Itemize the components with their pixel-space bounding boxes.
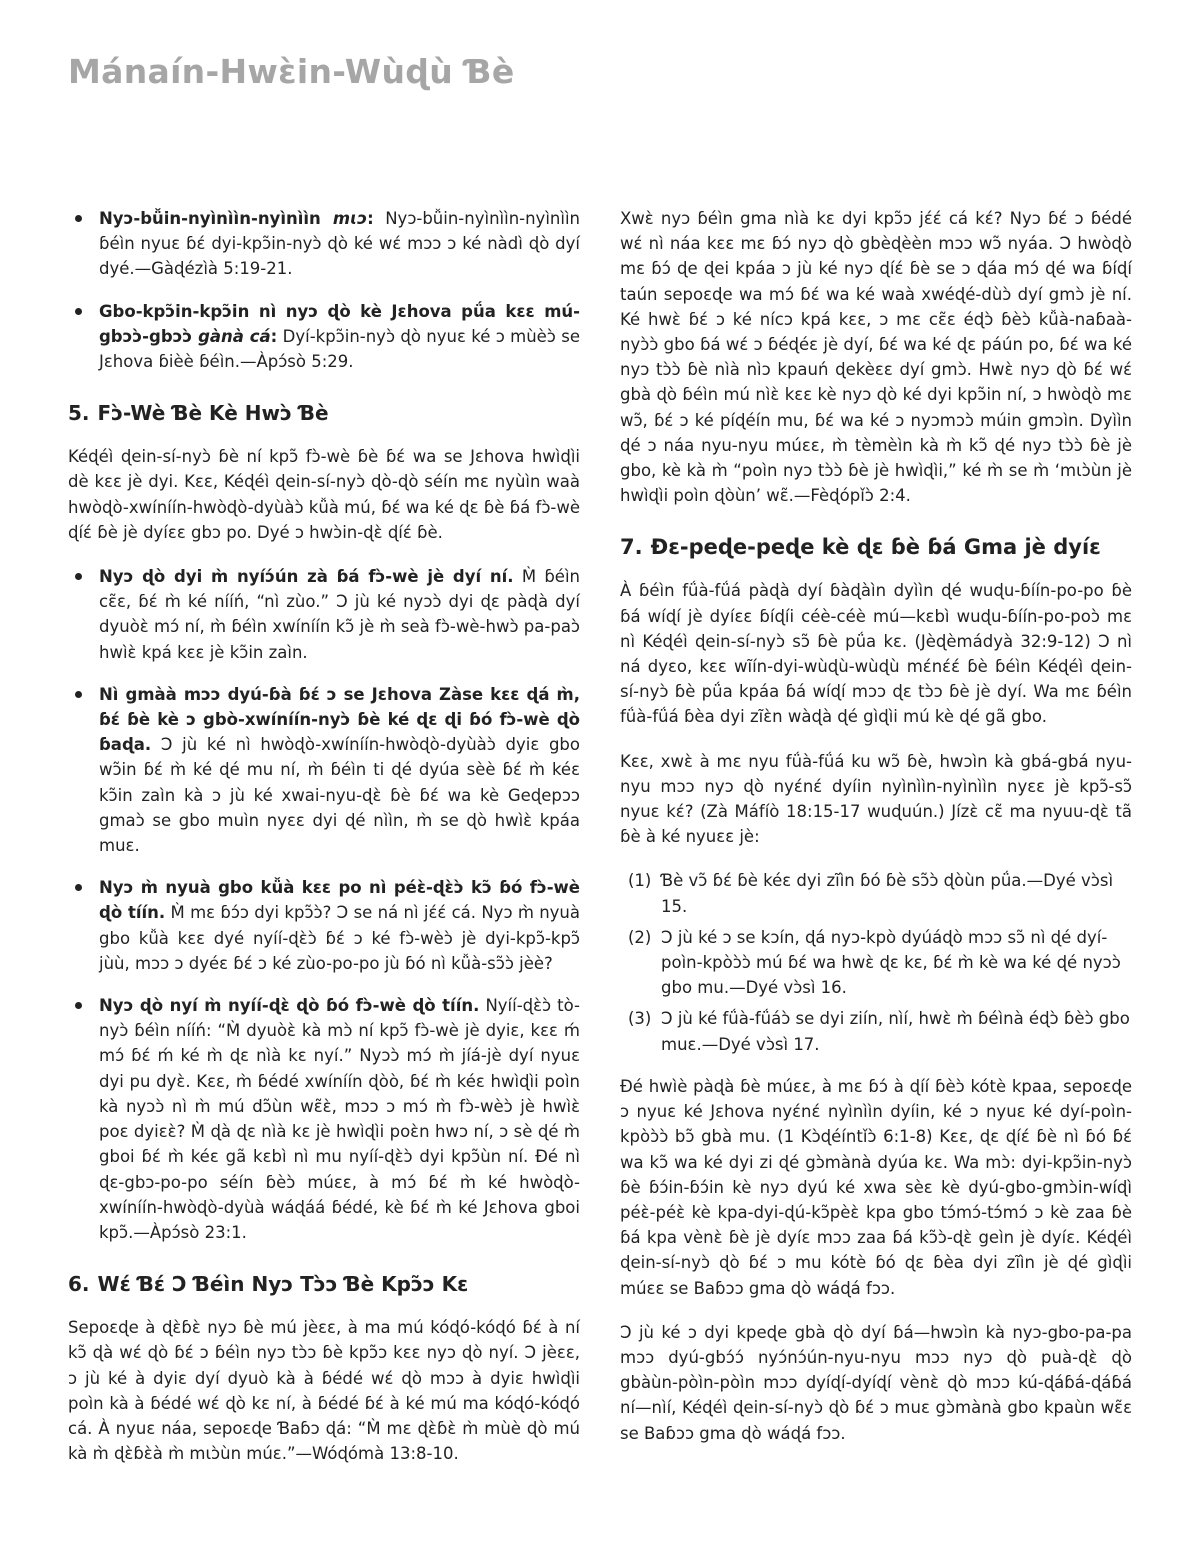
step-item: (2) Ɔ jù ké ɔ se kɔín, ɖá nyɔ-kpò dyúáɖò mɔɔ sɔ̃ nì ɖé dyí-poìn-kpòɔ̀ɔ̀ mú ɓɛ́ wa hwɛ̀ ɖɛ kɛ, ɓɛ́ m̀ kè wa ké ɖé nyɔɔ̀ gbo mu.—Dyé vɔ̀sì 16. bbox=[628, 927, 1121, 998]
left-column bbox=[68, 206, 580, 1485]
bullet-item: Nì gmàà mɔɔ dyú-ɓà ɓɛ́ ɔ se Jɛhova Zàse kɛɛ ɖá m̀, ɓɛ́ ɓè kè ɔ gbò-xwíníín-nyɔ̀ ɓè ké ɖɛ ɖi ɓó fɔ̀-wè ɖò ɓaɖa. Ɔ jù ké nì hwòɖò-xwíníín-hwòɖò-dyùàɔ̀ dyiɛ gbo wɔ̃in ɓɛ́ m̀ ké ɖé mu ní, m̀ ɓéìn ti ɖé dyúa sèè ɓɛ́ m̀ kéɛ kɔ̃in zaìn kà ɔ jù ké xwai-nyu-ɖɛ̀ ɓè ɓɛ́ wa kè Geɖepɔɔ gmaɔ̀ se gbo muìn nyɛɛ dyi ɖé nììn, m̀ se ɖò hwìɛ̀ kpáa muɛ. bbox=[68, 682, 580, 858]
section-7-paragraph-2: Kɛɛ, xwɛ̀ à mɛ nyu fǘà-fǘá ku wɔ̃ ɓè, hwɔìn kà gbá-gbá nyu-nyu mɔɔ nyɔ ɖò nyɛ́nɛ́ dyíin nyìnììn-nyìnììn nyɛɛ jè kpɔ̃-sɔ̃ nyuɛ kɛ́? (Zà Máfíò 18:15-17 wuɖuún.) Jízɛ̀ cɛ̃ ma nyuu-ɖɛ̀ tã ɓè à ké nyuɛɛ jè: bbox=[620, 751, 1132, 847]
section-7-heading: 7. Ɖɛ-peɖe-peɖe kè ɖɛ ɓè ɓá Gma jè dyíɛ bbox=[620, 535, 1101, 560]
running-title: Mánaín-Hwɛ̀in-Wùɖù Ɓè bbox=[68, 52, 515, 91]
section-6-paragraph: Sepoɛɖe à ɖɛ̀ɓɛ̀ nyɔ ɓè mú jèɛɛ, à ma mú kóɖó-kóɖó ɓɛ́ à ní kɔ̃ ɖà wɛ́ ɖò ɓɛ́ ɔ ɓéìn nyɔ tɔ̀ɔ ɓè kpɔ̃ɔ kɛɛ nyɔ ɖò nyí. Ɔ jèɛɛ, ɔ jù ké à dyiɛ dyí dyuò kà à ɓédé wɛ́ ɖò mɔɔ à dyiɛ hwìɖìi poìn kà à ɓédé wɛ́ ɖò kɛ ní, à ɓédé ɓɛ́ à ké mú ma kóɖó-kóɖó cá. À nyuɛ náa, sepoɛɖe Ɓaɓɔ ɖá: “M̀ mɛ ɖɛ̀ɓɛ̀ m̀ mùè ɖò mú kà m̀ ɖɛ̀ɓɛ̀à m̀ mɩɔ̀ùn múɛ.”—Wóɖómà 13:8-10. bbox=[68, 1318, 580, 1464]
steps-list bbox=[620, 868, 1132, 1056]
bullet-item: Nyɔ ɖò dyi m̀ nyíɔ́ún zà ɓá fɔ̀-wè jè dyí ní. M̀ ɓéìn cɛ̃ɛ, ɓɛ́ m̀ ké nííń, “nì zùo.” Ɔ jù ké nyɔɔ̀ dyi ɖɛ pàɖà dyí dyuòɛ̀ mɔ́ ní, m̀ ɓéìn xwíníín kɔ̃ jè m̀ seà fɔ̀-wè-hwɔ̀ pa-paɔ̀ hwìɛ̀ kpá kɛɛ jè kɔ̃in zaìn. bbox=[68, 564, 580, 665]
top-bullet-list bbox=[68, 206, 580, 374]
step-item: (1) Ɓè vɔ̃ ɓɛ́ ɓè kéɛ dyi zĩìn ɓó ɓè sɔ̃ɔ̀ ɖòùn pǘa.—Dyé vɔ̀sì 15. bbox=[628, 871, 1114, 916]
right-paragraph-1: Xwɛ̀ nyɔ ɓéìn gma nìà kɛ dyi kpɔ̃ɔ jɛ́ɛ́ cá kɛ́? Nyɔ ɓɛ́ ɔ ɓédé wɛ́ nì náa kɛɛ mɛ ɓɔ́ nyɔ ɖò gbèɖèèn mɔɔ wɔ̃ nyáa. Ɔ hwòɖò mɛ ɓɔ́ ɖe ɖei kpáa ɔ jù ké nyɔ ɖíɛ́ ɓè se ɔ ɖáa mɔ́ ɖé wa ɓíɖí taún sepoɛɖe wa mɔ́ ɓɛ́ wa ké waà xwéɖé-dùɔ̀ dyí gmɔ̀ jè ní. Ké hwɛ̀ ɓɛ́ ɔ ké nícɔ kpá kɛɛ, ɔ mɛ cɛ̃ɛ éɖɔ̀ ɓèɔ̀ kǚà-naɓaà-nyɔ̀ɔ̀ gbo ɓá wɛ́ ɔ ɓéɖéɛ jè dyí, ɓɛ́ wa ké ɖɛ páún po, ɓɛ́ wa ké nyɔ tɔ̀ɔ̀ ɓè nìà nìɔ kpauń ɖekèɛɛ dyí gmɔ̀. Hwɛ̀ nyɔ ɖò ɓɛ́ wɛ́ gbà ɖò ɓéìn mú nìɛ̀ kɛɛ kè nyɔ ɖò ké dyi kpɔ̃in ní, ɔ hwòɖò mɛ wɔ̃, ɓɛ́ ɔ ké píɖéín mu, ɓɛ́ wa ké ɔ nyɔmɔɔ̀ múin gmɔìn. Dyììn ɖé ɔ náa nyu-nyu múɛɛ, m̀ tèmèìn kà m̀ kɔ̃ ɖé nyɔ tɔ̀ɔ̀ ɓè jè gbo, kè kà m̀ “poìn nyɔ tɔ̀ɔ̀ ɓè jè hwìɖìi,” ké m̀ se m̀ ‘mɩɔ̀ùn jè hwìɖìi poìn ɖòùn’ wɛ̃.—Fèɖópǐɔ̀ 2:4. bbox=[620, 209, 1132, 506]
bullet-item: Nyɔ m̀ nyuà gbo kǚà kɛɛ po nì péɛ̀-ɖɛ̀ɔ̀ kɔ̃ ɓó fɔ̀-wè ɖò tíín. M̀ mɛ ɓɔ́ɔ dyi kpɔ̃ɔ̀? Ɔ se ná nì jɛ́ɛ́ cá. Nyɔ m̀ nyuà gbo kǚà kɛɛ dyé nyíí-ɖɛ̀ɔ̀ ɓɛ́ ɔ ké fɔ̀-wèɔ̀ jè dyi-kpɔ̃-kpɔ̃ jùù, mɔɔ ɔ dyéɛ ɓɛ́ ɔ ké zùo-po-po jù ɓó nì kǚà-sɔ̃ɔ̀ jèè? bbox=[68, 875, 580, 976]
section-7-paragraph-4: Ɔ jù ké ɔ dyi kpeɖe gbà ɖò dyí ɓá—hwɔìn kà nyɔ-gbo-pa-pa mɔɔ dyú-gbɔ́ɔ́ nyɔ́nɔ́ún-nyu-nyu mɔɔ nyɔ ɖò puà-ɖɛ̀ ɖò gbàùn-pòìn-pòìn mɔɔ dyíɖí-dyíɖí vènɛ̀ ɖò mɔɔ kú-ɖáɓá-ɖáɓá ní—nìí, Kéɖéì ɖein-sí-nyɔ̀ ɖò ɓɛ́ ɔ muɛ gɔ̀mànà gbo kpaùn wɛ̃ɛ se Baɓɔɔ gma ɖò wáɖá fɔɔ. bbox=[620, 1322, 1132, 1443]
bullet-item: Nyɔ ɖò nyí m̀ nyíí-ɖɛ̀ ɖò ɓó fɔ̀-wè ɖò tíín. Nyíí-ɖɛ̀ɔ̀ tò-nyɔ̀ ɓéìn nííń: “M̀ dyuòɛ̀ kà mɔ̀ ní kpɔ̃ fɔ̀-wè jè dyiɛ, kɛɛ ḿ mɔ́ ɓɛ́ ḿ ké m̀ ɖɛ nìà kɛ nyí.” Nyɔɔ̀ mɔ́ m̀ jíá-jè dyí nyuɛ dyi pu dyɛ̀. Kɛɛ, m̀ ɓédé xwíníín ɖòò, ɓɛ́ m̀ kéɛ hwìɖìi poìn kà nyɔɔ̀ nì m̀ mú dɔ̃ùn wɛ̃ɛ̀, mɔɔ ɔ mɔ́ m̀ fɔ̀-wèɔ̀ jè hwìɛ̀ poɛ dyiɛɛ̀? M̀ ɖà ɖɛ nìà kɛ jè hwìɖìi poɛ̀n hwɔ ní, ɔ sè ɖé m̀ gboi ɓɛ́ m̀ kéɛ gã kɛbì nì mu nyíí-ɖɛ̀ɔ̀ dyi kpɔ̃ùn ní. Ɖé nì ɖɛ-gbɔ-po-po séín ɓèɔ̀ múɛɛ, à mɔ́ ɓɛ́ m̀ ké hwòɖò-xwíníín-hwòɖò-dyùà wáɖáá ɓédé, kè ɓɛ́ m̀ ké Jɛhova gboi kpɔ̃.—Àpɔ́sò 23:1. bbox=[68, 993, 580, 1245]
bullet-item: Nyɔ-bǚin-nyìnììn-nyìnììn mɩɔ: Nyɔ-bǚin-nyìnììn-nyìnììn ɓéìn nyuɛ ɓɛ́ dyi-kpɔ̃in-nyɔ̀ ɖò ké wɛ́ mɔɔ ɔ ké nàdì ɖò dyí dyé.—Gàɖézìà 5:19-21. bbox=[68, 206, 580, 282]
bullet-body: Nyɔ-bǚin-nyìnììn-nyìnììn ɓéìn nyuɛ ɓɛ́ dyi-kpɔ̃in-nyɔ̀ ɖò ké wɛ́ mɔɔ ɔ ké nàdì ɖò dyí dyé.—Gàɖézìà 5:19-21. bbox=[99, 209, 580, 279]
section-7-paragraph-3: Ɖé hwìè pàɖà ɓè múɛɛ, à mɛ ɓɔ́ à ɖíí ɓèɔ̀ kótè kpaa, sepoɛɖe ɔ nyuɛ ké Jɛhova nyɛ́nɛ́ nyìnììn dyíin, ké ɔ nyuɛ ké dyí-poìn-kpòɔ̀ɔ̀ bɔ̃ gbà mu. (1 Kɔ̀ɖéíntǐɔ̀ 6:1-8) Kɛɛ, ɖɛ ɖíɛ́ ɓè nì ɓó ɓɛ́ wa kɔ̃ wa ké dyi zi ɖé gɔ̀mànà dyúa kɛ. Wa mɔ̀: dyi-kpɔ̃in-nyɔ̀ ɓè ɓɔ́in-ɓɔ́in kè nyɔ dyú ké xwa sèɛ kè dyú-gbo-gmɔ̀in-wíɖì péɛ̀-péɛ̀ kè kpa-dyi-ɖú-kɔ̃pèɛ̀ kpa gbo tɔ́mɔ́-tɔ́mɔ́ ɔ kè zaa ɓè ɓá kpa vènɛ̀ ɓè jè dyíɛ mɔɔ zaa ɓá kɔ̃ɔ̀-ɖɛ̀ geìn jè dyíɛ. Kéɖéì ɖein-sí-nyɔ̀ ɖò ɓɛ́ ɔ mu kótè ɓó ɖɛ ɓèa dyi zĩìn jè ɖé gìɖìi múɛɛ se Baɓɔɔ gma ɖò wáɖá fɔɔ. bbox=[620, 1076, 1132, 1298]
bullet-item: Gbo-kpɔ̃in-kpɔ̃in nì nyɔ ɖò kè Jɛhova pǘa kɛɛ mú-gbɔɔ̀-gbɔɔ̀ gànà cá: Dyí-kpɔ̃in-nyɔ̀ ɖò nyuɛ ké ɔ mùèɔ̀ se Jɛhova ɓièè ɓéìn.—Àpɔ́sò 5:29. bbox=[68, 299, 580, 375]
section-5-heading: 5. Fɔ̀-Wè Ɓè Kè Hwɔ̀ Ɓè bbox=[68, 401, 329, 426]
step-item: (3) Ɔ jù ké fǘà-fǘáɔ̀ se dyi ziín, nìí, hwɛ̀ m̀ ɓéìnà éɖɔ̀ ɓèɔ̀ gbo muɛ.—Dyé vɔ̀sì 17. bbox=[628, 1009, 1130, 1054]
right-column bbox=[620, 206, 1132, 1465]
bullet-body: Dyí-kpɔ̃in-nyɔ̀ ɖò nyuɛ ké ɔ mùèɔ̀ se Jɛhova ɓièè ɓéìn.—Àpɔ́sò 5:29. bbox=[99, 326, 580, 372]
section-5-intro: Kéɖéì ɖein-sí-nyɔ̀ ɓè ní kpɔ̃ fɔ̀-wè ɓè ɓɛ́ wa se Jɛhova hwìɖìi dè kɛɛ jè dyi. Kɛɛ, Kéɖéì ɖein-sí-nyɔ̀ ɖò-ɖò séín mɛ nyùìn waà hwòɖò-xwíníín-hwòɖò-dyùàɔ̀ kǚà mú, ɓɛ́ wa ké ɖɛ ɓè ɓá fɔ̀-wè ɖíɛ́ ɓè jè dyíɛɛ gbɔ po. Dyé ɔ hwɔ̀in-ɖɛ̀ ɖíɛ́ ɓè. bbox=[68, 447, 580, 542]
section-6-heading: 6. Wɛ́ Ɓɛ́ Ɔ Ɓéìn Nyɔ Tɔ̀ɔ Ɓè Kpɔ̃ɔ Kɛ bbox=[68, 1272, 469, 1297]
section-5-bullet-list bbox=[68, 564, 580, 1245]
section-7-paragraph-1: À ɓéìn fǘà-fǘá pàɖà dyí ɓàɖàìn dyììn ɖé wuɖu-ɓíín-po-po ɓè ɓá wíɖí jè dyíɛɛ ɓíɖíi céè-céè mú—kɛbì wuɖu-ɓíín-po-poɔ̀ mɛ nì Kéɖéì ɖein-sí-nyɔ̀ sɔ̃ ɓè pǘa kɛ. (Jèɖèmádyà 32:9-12) Ɔ nì ná dyɛo, kɛɛ wĩín-dyi-wùɖù-wùɖù mɛ́nɛ́ɛ́ ɓè ɓéìn Kéɖéì ɖein-sí-nyɔ̀ ɓè pǘa kpáa ɓá wíɖí mɔɔ ɖɛ tɔ̀ɔ ɓè jè dyí. Wa mɛ ɓéìn fǘà-fǘá ɓèa dyi zĩɛ̀n wàɖà ɖé gìɖìi mú kè ɖé gã gbo. bbox=[620, 581, 1132, 727]
